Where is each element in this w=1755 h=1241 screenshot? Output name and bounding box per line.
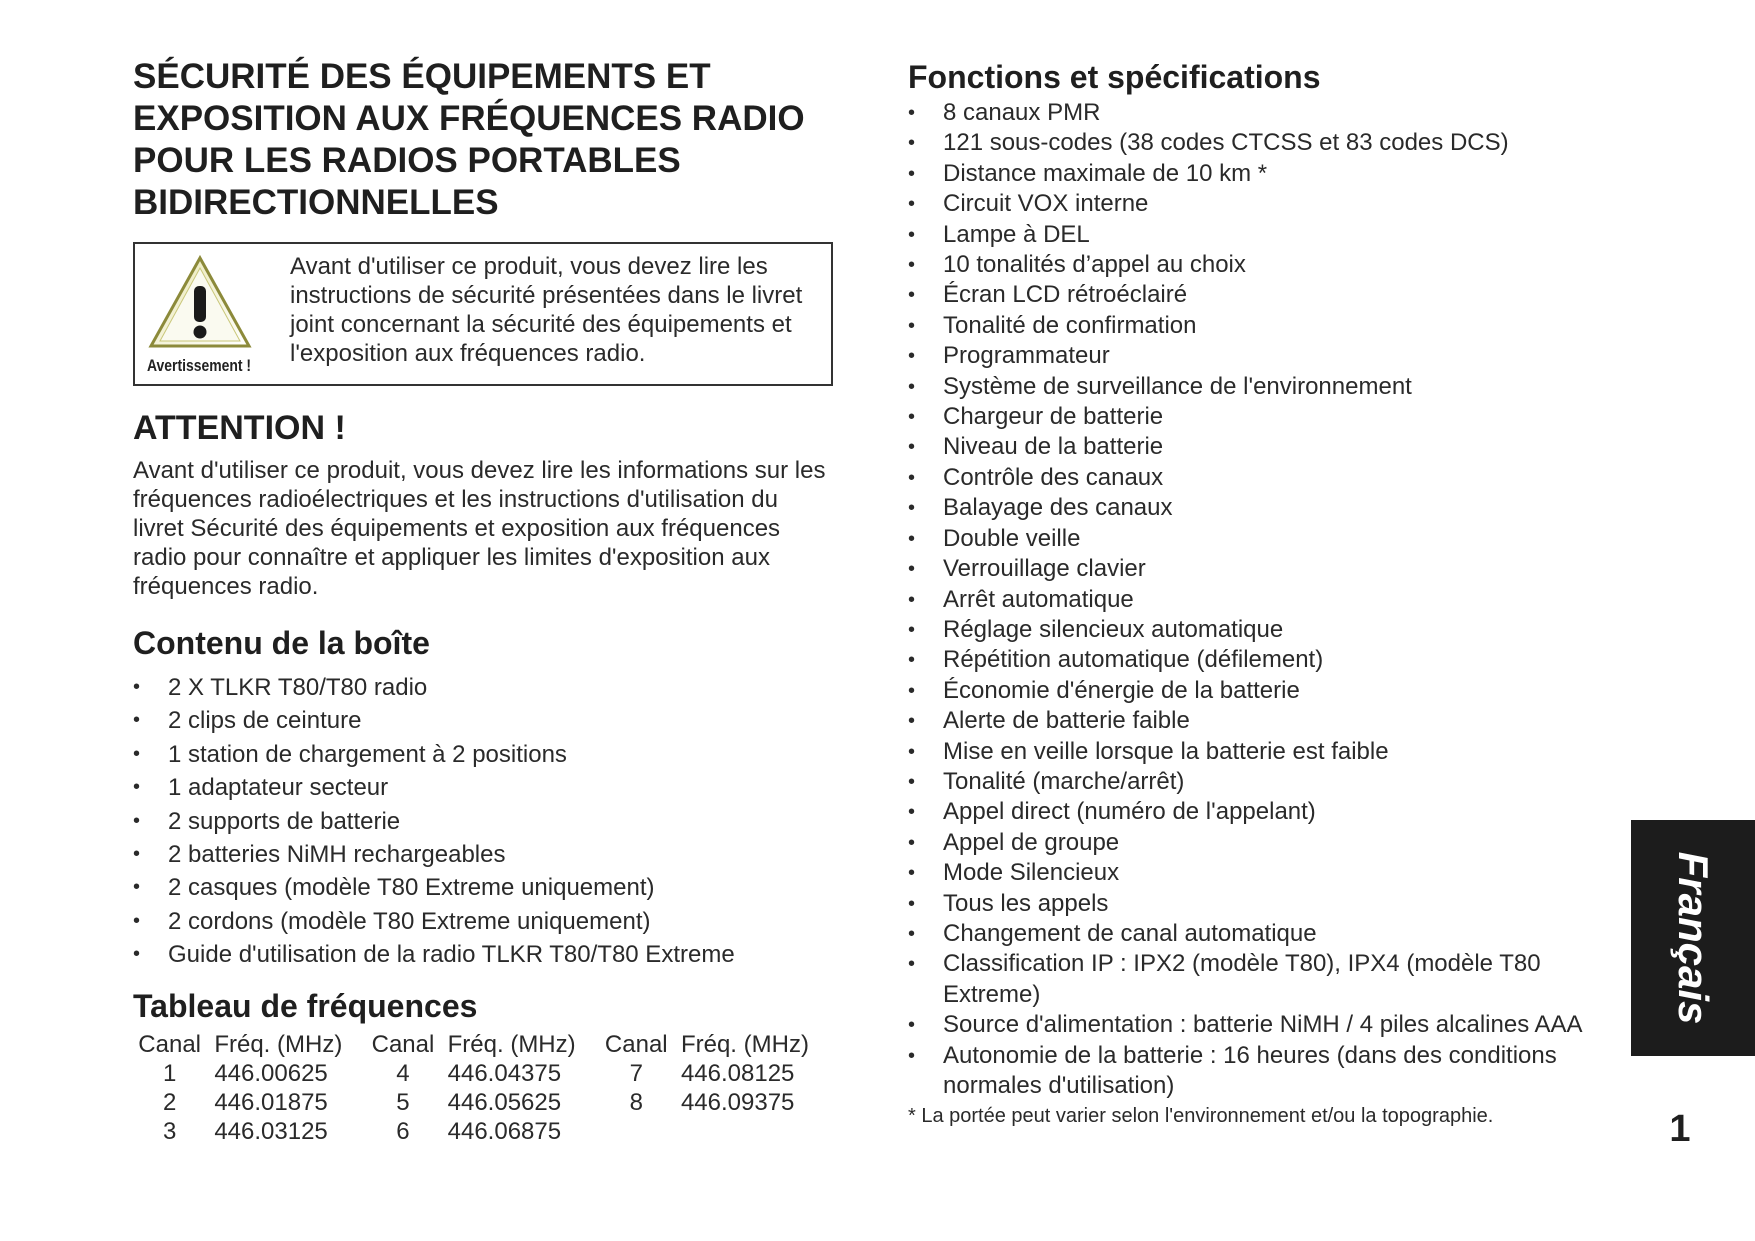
table-cell: 1 [162, 1059, 177, 1087]
table-cell [600, 1117, 673, 1146]
table-row [133, 1117, 833, 1146]
list-item: • 2 casques (modèle T80 Extreme uniquement) [133, 871, 833, 904]
attention-text: Avant d'utiliser ce produit, vous devez lire les informations sur les fréquences radioélectriques et les instructions d'utilisation du livret Sécurité des équipements et exposition aux fréquences radio pour connaître et appliquer les limites d'exposition aux fréquences radio. [133, 457, 826, 600]
attention-title: ATTENTION ! [133, 409, 346, 447]
frequency-table [133, 1030, 833, 1146]
table-cell: 7 [629, 1059, 643, 1087]
table-cell: 5 [396, 1088, 410, 1116]
list-item: • Guide d'utilisation de la radio TLKR T80/T80 Extreme [133, 938, 833, 971]
table-cell: 446.09375 [680, 1088, 795, 1116]
list-item: • 2 cordons (modèle T80 Extreme uniquement) [133, 905, 833, 938]
warning-label: Avertissement ! [147, 356, 252, 375]
box-contents-list [133, 671, 833, 972]
column-header: Canal [371, 1030, 435, 1058]
list-item: • Autonomie de la batterie : 16 heures (dans des conditions normales d'utilisation) [908, 1041, 1628, 1102]
list-item: • Alerte de batterie faible [908, 706, 1628, 736]
list-item: • Circuit VOX interne [908, 189, 1628, 219]
frequency-table-title: Tableau de fréquences [133, 987, 478, 1024]
list-item: • 2 clips de ceinture [133, 704, 833, 737]
box-contents-title: Contenu de la boîte [133, 625, 430, 661]
list-item: • 2 batteries NiMH rechargeables [133, 838, 833, 871]
list-item: • 8 canaux PMR [908, 98, 1628, 128]
table-row [133, 1059, 833, 1088]
list-item: • Tous les appels [908, 889, 1628, 919]
language-tab [1631, 820, 1755, 1056]
table-header-row [133, 1030, 833, 1059]
list-item: • Écran LCD rétroéclairé [908, 280, 1628, 310]
list-item: • Lampe à DEL [908, 220, 1628, 250]
page-number: 1 [1669, 1108, 1691, 1150]
list-item: • Distance maximale de 10 km * [908, 159, 1628, 189]
list-item: • Arrêt automatique [908, 585, 1628, 615]
table-cell: 3 [162, 1117, 177, 1145]
table-cell: 6 [396, 1117, 410, 1145]
list-item: • Niveau de la batterie [908, 432, 1628, 462]
list-item: • 1 station de chargement à 2 positions [133, 738, 833, 771]
warning-text: Avant d'utiliser ce produit, vous devez lire les instructions de sécurité présentées dans le livret joint concernant la sécurité des équipements et l'exposition aux fréquences radio. [290, 253, 803, 367]
list-item: • Appel de groupe [908, 828, 1628, 858]
column-header: Fréq. (MHz) [680, 1030, 809, 1058]
table-cell: 446.05625 [447, 1088, 562, 1116]
table-cell: 446.04375 [447, 1059, 562, 1087]
list-item: • Système de surveillance de l'environnement [908, 372, 1628, 402]
footnote: * La portée peut varier selon l'environnement et/ou la topographie. [908, 1105, 1494, 1128]
table-cell: 8 [629, 1088, 643, 1116]
list-item: • Répétition automatique (défilement) [908, 645, 1628, 675]
list-item: • Mode Silencieux [908, 858, 1628, 888]
list-item: • Appel direct (numéro de l'appelant) [908, 797, 1628, 827]
right-column [908, 56, 1628, 1129]
column-header: Fréq. (MHz) [214, 1030, 343, 1058]
list-item: • Tonalité (marche/arrêt) [908, 767, 1628, 797]
specs-list [908, 98, 1628, 1101]
table-cell: 2 [162, 1088, 177, 1116]
column-header: Canal [138, 1030, 202, 1058]
main-title: SÉCURITÉ DES ÉQUIPEMENTS ET EXPOSITION AUX FRÉQUENCES RADIO POUR LES RADIOS PORTABLES BIDIRECTIONNELLES [133, 57, 805, 222]
table-cell: 446.06875 [447, 1117, 562, 1145]
list-item: • Mise en veille lorsque la batterie est faible [908, 737, 1628, 767]
list-item: • 2 supports de batterie [133, 805, 833, 838]
list-item: • Réglage silencieux automatique [908, 615, 1628, 645]
specs-title: Fonctions et spécifications [908, 59, 1321, 95]
list-item: • Changement de canal automatique [908, 919, 1628, 949]
list-item: • Source d'alimentation : batterie NiMH / 4 piles alcalines AAA [908, 1010, 1628, 1040]
column-header: Canal [604, 1030, 668, 1058]
list-item: • Tonalité de confirmation [908, 311, 1628, 341]
list-item: • Économie d'énergie de la batterie [908, 676, 1628, 706]
table-cell: 446.01875 [214, 1088, 328, 1116]
table-cell: 4 [396, 1059, 410, 1087]
list-item: • Contrôle des canaux [908, 463, 1628, 493]
list-item: • 10 tonalités d’appel au choix [908, 250, 1628, 280]
list-item: • Double veille [908, 524, 1628, 554]
left-column [133, 56, 833, 1146]
table-row [133, 1088, 833, 1117]
list-item: • Classification IP : IPX2 (modèle T80), IPX4 (modèle T80 Extreme) [908, 949, 1628, 1010]
table-cell [673, 1117, 833, 1146]
list-item: • Chargeur de batterie [908, 402, 1628, 432]
table-cell: 446.00625 [214, 1059, 328, 1087]
list-item: • 121 sous-codes (38 codes CTCSS et 83 codes DCS) [908, 128, 1628, 158]
list-item: • Verrouillage clavier [908, 554, 1628, 584]
list-item: • 2 X TLKR T80/T80 radio [133, 671, 833, 704]
warning-box [133, 242, 833, 386]
language-tab-label: Français [1670, 851, 1717, 1025]
list-item: • 1 adaptateur secteur [133, 771, 833, 804]
list-item: • Balayage des canaux [908, 493, 1628, 523]
table-cell: 446.08125 [680, 1059, 795, 1087]
table-cell: 446.03125 [214, 1117, 328, 1145]
list-item: • Programmateur [908, 341, 1628, 371]
column-header: Fréq. (MHz) [447, 1030, 576, 1058]
